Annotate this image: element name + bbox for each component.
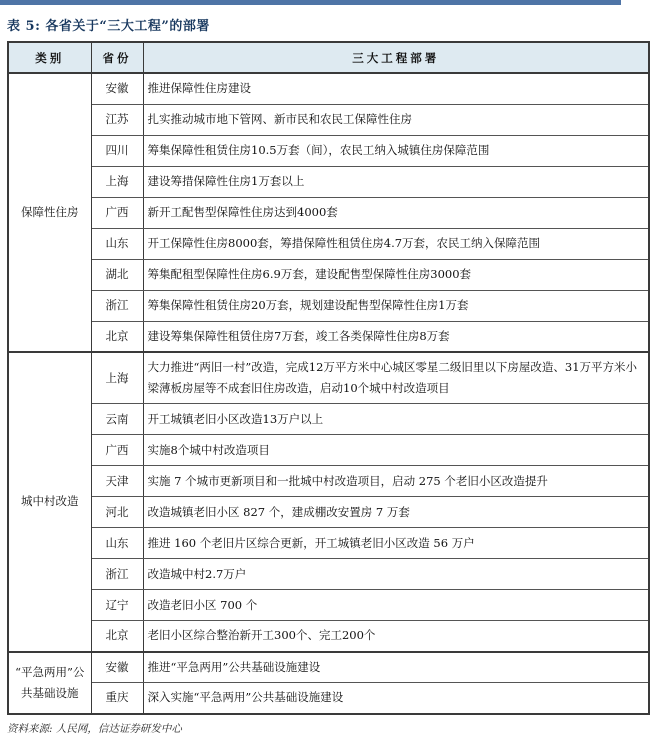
table-row bbox=[8, 352, 649, 404]
province-cell: 上海 bbox=[91, 352, 143, 404]
header-cell-province: 省份 bbox=[91, 42, 143, 73]
deployment-cell: 新开工配售型保障性住房达到4000套 bbox=[143, 197, 649, 228]
deployment-cell: 实施 7 个城市更新项目和一批城中村改造项目，启动 275 个老旧小区改造提升 bbox=[143, 466, 649, 497]
table-row bbox=[8, 590, 649, 621]
header-row bbox=[8, 42, 649, 73]
province-cell: 湖北 bbox=[91, 259, 143, 290]
table-row bbox=[8, 497, 649, 528]
deployment-cell: 深入实施“平急两用”公共基础设施建设 bbox=[143, 683, 649, 714]
table-row bbox=[8, 435, 649, 466]
table-row bbox=[8, 528, 649, 559]
province-cell: 山东 bbox=[91, 228, 143, 259]
deployment-cell: 推进“平急两用”公共基础设施建设 bbox=[143, 652, 649, 683]
province-cell: 重庆 bbox=[91, 683, 143, 714]
province-cell: 广西 bbox=[91, 435, 143, 466]
province-cell: 河北 bbox=[91, 497, 143, 528]
deployment-cell: 筹集保障性租赁住房20万套，规划建设配售型保障性住房1万套 bbox=[143, 290, 649, 321]
province-cell: 天津 bbox=[91, 466, 143, 497]
province-cell: 四川 bbox=[91, 135, 143, 166]
deployment-table bbox=[7, 41, 650, 715]
province-cell: 浙江 bbox=[91, 290, 143, 321]
table-row bbox=[8, 166, 649, 197]
deployment-cell: 改造城镇老旧小区 827 个，建成棚改安置房 7 万套 bbox=[143, 497, 649, 528]
category-cell: 城中村改造 bbox=[8, 352, 91, 652]
province-cell: 安徽 bbox=[91, 652, 143, 683]
header-cell-deployment: 三大工程部署 bbox=[143, 42, 649, 73]
table-row bbox=[8, 621, 649, 652]
province-cell: 广西 bbox=[91, 197, 143, 228]
source-note: 资料来源: 人民网，信达证券研发中心 bbox=[7, 722, 182, 735]
province-cell: 北京 bbox=[91, 321, 143, 352]
table-row bbox=[8, 104, 649, 135]
province-cell: 安徽 bbox=[91, 73, 143, 104]
category-cell: “平急两用”公共基础设施 bbox=[8, 652, 91, 714]
deployment-cell: 改造城中村2.7万户 bbox=[143, 559, 649, 590]
table-row bbox=[8, 259, 649, 290]
province-cell: 云南 bbox=[91, 404, 143, 435]
deployment-cell: 推进保障性住房建设 bbox=[143, 73, 649, 104]
table-row bbox=[8, 321, 649, 352]
top-accent-bar bbox=[0, 0, 621, 5]
table-row bbox=[8, 559, 649, 590]
province-cell: 北京 bbox=[91, 621, 143, 652]
deployment-cell: 筹集配租型保障性住房6.9万套，建设配售型保障性住房3000套 bbox=[143, 259, 649, 290]
table-row bbox=[8, 197, 649, 228]
province-cell: 山东 bbox=[91, 528, 143, 559]
deployment-cell: 实施8个城中村改造项目 bbox=[143, 435, 649, 466]
table-title: 表 5: 各省关于“三大工程”的部署 bbox=[7, 19, 210, 34]
province-cell: 浙江 bbox=[91, 559, 143, 590]
table-header bbox=[8, 42, 649, 73]
province-cell: 上海 bbox=[91, 166, 143, 197]
category-cell: 保障性住房 bbox=[8, 73, 91, 352]
header-cell-category: 类别 bbox=[8, 42, 91, 73]
table-row bbox=[8, 466, 649, 497]
table-row bbox=[8, 683, 649, 714]
deployment-cell: 推进 160 个老旧片区综合更新，开工城镇老旧小区改造 56 万户 bbox=[143, 528, 649, 559]
table-row bbox=[8, 228, 649, 259]
deployment-cell: 筹集保障性租赁住房10.5万套（间），农民工纳入城镇住房保障范围 bbox=[143, 135, 649, 166]
deployment-cell: 建设筹措保障性住房1万套以上 bbox=[143, 166, 649, 197]
table-row bbox=[8, 652, 649, 683]
table-row bbox=[8, 135, 649, 166]
table-row bbox=[8, 73, 649, 104]
deployment-cell: 开工保障性住房8000套，筹措保障性租赁住房4.7万套，农民工纳入保障范围 bbox=[143, 228, 649, 259]
deployment-cell: 老旧小区综合整治新开工300个、完工200个 bbox=[143, 621, 649, 652]
table-row bbox=[8, 290, 649, 321]
table-body bbox=[8, 73, 649, 714]
province-cell: 辽宁 bbox=[91, 590, 143, 621]
deployment-cell: 建设筹集保障性租赁住房7万套，竣工各类保障性住房8万套 bbox=[143, 321, 649, 352]
deployment-cell: 扎实推动城市地下管网、新市民和农民工保障性住房 bbox=[143, 104, 649, 135]
deployment-cell: 改造老旧小区 700 个 bbox=[143, 590, 649, 621]
deployment-cell: 大力推进“两旧一村”改造，完成12万平方米中心城区零星二级旧里以下房屋改造、31万平方米小梁薄板房屋等不成套旧住房改造，启动10个城中村改造项目 bbox=[143, 352, 649, 404]
table-row bbox=[8, 404, 649, 435]
deployment-cell: 开工城镇老旧小区改造13万户以上 bbox=[143, 404, 649, 435]
province-cell: 江苏 bbox=[91, 104, 143, 135]
